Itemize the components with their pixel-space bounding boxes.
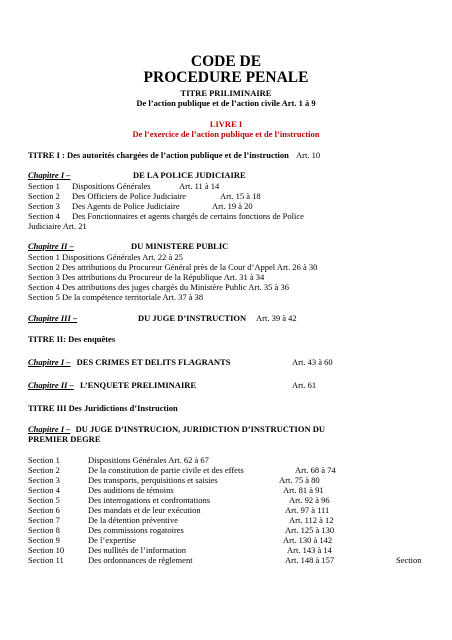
ch2-label: Chapitre II – [28,241,74,251]
ch2-line-1: Section 1 Dispositions Générales Art. 22 à 25 [28,252,183,262]
ch2-line-3: Section 3 Des attributions du Procureur de la République Art. 31 à 34 [28,272,265,282]
titre1-line [28,150,320,160]
titre2-label: TITRE II: Des enquêtes [28,334,116,344]
ch2-title: DU MINISTERE PUBLIC [131,241,229,251]
t3-s4-art: Art. 81 à 91 [283,485,324,495]
t3-s4-num: Section 4 [28,485,60,495]
t3-s5-art: Art. 92 à 96 [289,495,330,505]
t3-s6-num: Section 6 [28,505,60,515]
t3-s9-num: Section 9 [28,535,60,545]
t3-s4-title: Des auditions de témoins [88,485,174,495]
t3-s7-num: Section 7 [28,515,60,525]
t3-s3-num: Section 3 [28,475,60,485]
subtitle-articles: De l’action publique et de l’action civile Art. 1 à 9 [136,98,316,108]
ch2-line-2: Section 2 Des attributions du Procureur Général près de la Cour d’Appel Art. 26 à 30 [28,262,318,272]
ch3-title: DU JUGE D’INSTRUCTION [138,313,247,323]
ch1-s3-art: Art. 19 à 20 [212,201,253,211]
titre2-ch1-title: DES CRIMES ET DELITS FLAGRANTS [76,357,231,367]
document-title: CODE DE [190,53,262,70]
ch1-s1-num: Section 1 [28,181,60,191]
titre3-ch1 [28,424,325,434]
livre-label: LIVRE I [209,119,243,129]
t3-s10-art: Art. 143 à 14 [287,545,332,555]
t3-s11-art: Art. 148 à 157 [285,555,335,565]
ch1-s4-title: Des Fonctionnaires et agents chargés de certains fonctions de Police [72,211,304,221]
t3-s1-num: Section 1 [28,455,60,465]
ch1-heading [28,170,71,180]
titre3-ch1-label: Chapitre I – [28,424,71,434]
ch2-heading [28,241,74,251]
t3-s2-title: De la constitution de partie civile et des effets [88,465,244,475]
t3-s7-art: Art. 112 à 12 [289,515,334,525]
t3-s2-art: Art. 68 à 74 [295,465,336,475]
titre2-ch2 [28,380,196,390]
subtitle: TITRE PRILIMINAIRE [180,88,272,98]
ch1-s2-num: Section 2 [28,191,60,201]
ch1-s3-title: Des Agents de Police Judiciaire [72,201,180,211]
titre3-ch1-title-line2: PREMIER DEGRE [28,434,101,444]
ch1-title: DE LA POLICE JUDICIAIRE [133,170,246,180]
t3-s8-title: Des commissions rogatoires [88,525,184,535]
t3-s2-num: Section 2 [28,465,60,475]
ch3-label: Chapitre III – [28,313,78,323]
titre2-ch2-label: Chapitre II – [28,380,74,390]
t3-s5-title: Des interrogations et confrontations [88,495,211,505]
titre1-art: Art. 10 [296,150,321,160]
t3-s7-title: De la détention préventive [88,515,178,525]
document-title-line2: PROCEDURE PENALE [143,69,309,86]
ch2-line-4: Section 4 Des attributions des juges chargés du Ministère Public Art. 35 à 36 [28,282,289,292]
ch1-s4-continuation: Judiciaire Art. 21 [28,221,87,231]
t3-s8-num: Section 8 [28,525,60,535]
titre2-ch1 [28,357,230,367]
titre2-ch2-art: Art. 61 [292,380,317,390]
t3-s11-num: Section 11 [28,555,64,565]
titre3-label: TITRE III Des Juridictions d’Instruction [28,403,178,413]
titre2-ch1-art: Art. 43 à 60 [292,357,333,367]
t3-s6-art: Art. 97 à 111 [285,505,330,515]
titre2-ch1-label: Chapitre I – [28,357,71,367]
t3-s11-title: Des ordonnances de règlement [88,555,193,565]
ch1-s2-title: Des Officiers de Police Judiciaire [72,191,187,201]
titre3-ch1-title: DU JUGE D’INSTRUCION, JURIDICTION D’INSTRUCTION DU [75,424,326,434]
livre-title: De l’exercice de l’action publique et de l’instruction [132,129,320,139]
ch3-art: Art. 39 à 42 [256,313,297,323]
t3-s10-num: Section 10 [28,545,65,555]
ch3-heading [28,313,77,323]
ch2-line-5: Section 5 De la compétence territoriale Art. 37 à 38 [28,292,204,302]
ch1-s1-title: Dispositions Générales [72,181,151,191]
t3-s8-art: Art. 125 à 130 [285,525,335,535]
t3-s10-title: Des nullités de l’information [88,545,186,555]
t3-s1-title: Dispositions Générales Art. 62 à 67 [88,455,209,465]
titre2-ch2-title: L’ENQUETE PRELIMINAIRE [79,380,197,390]
t3-trailing: Section [396,555,422,565]
ch1-s1-art: Art. 11 à 14 [179,181,220,191]
ch1-s4-num: Section 4 [28,211,60,221]
t3-s5-num: Section 5 [28,495,60,505]
t3-s6-title: Des mandats et de leur exécution [88,505,201,515]
t3-s9-title: De l’expertise [88,535,136,545]
ch1-s2-art: Art. 15 à 18 [220,191,261,201]
ch1-s3-num: Section 3 [28,201,60,211]
ch1-label: Chapitre I – [28,170,71,180]
t3-s9-art: Art. 130 à 142 [283,535,333,545]
t3-s3-art: Art. 75 à 80 [279,475,320,485]
titre1-label: TITRE I : Des autorités chargées de l’action publique et de l’instruction [28,150,289,160]
t3-s3-title: Des transports, perquisitions et saisies [88,475,218,485]
